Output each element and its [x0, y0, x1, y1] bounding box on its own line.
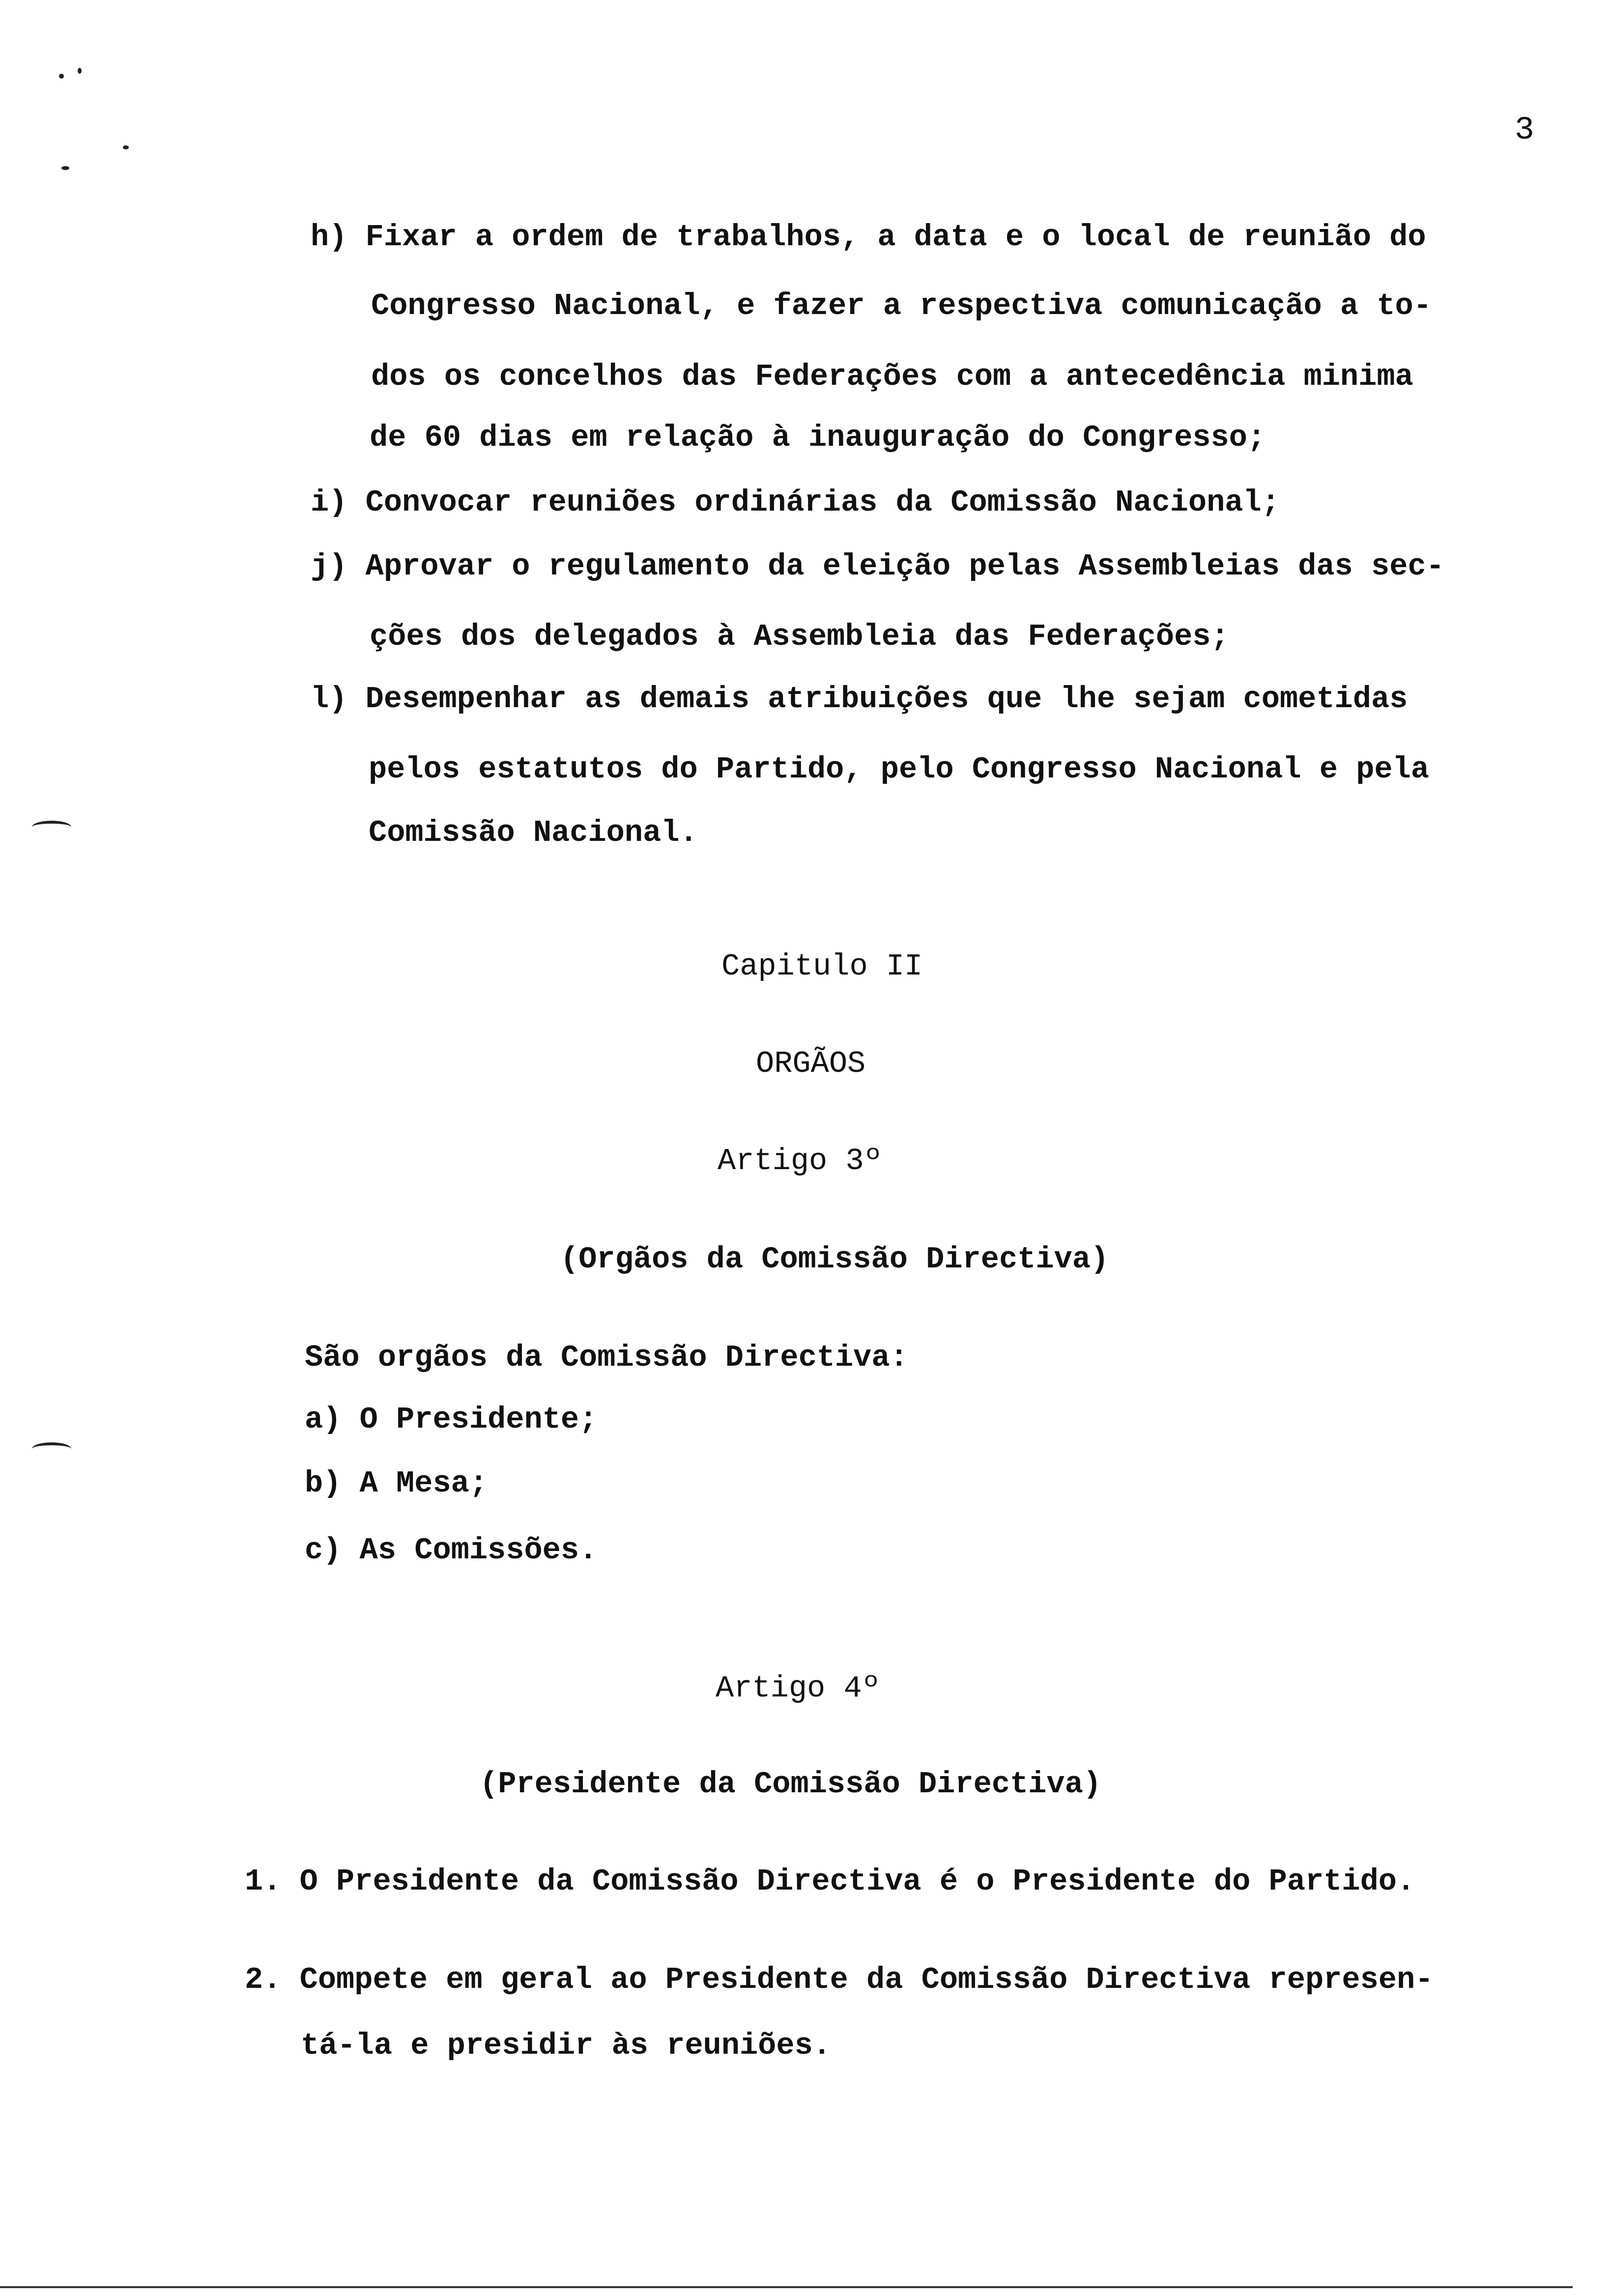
article-3-item-b: b) A Mesa;	[305, 1466, 488, 1501]
scan-speck	[78, 68, 82, 74]
scan-speck	[123, 145, 129, 149]
item-h-line-4: de 60 dias em relação à inauguração do Congresso;	[370, 420, 1266, 455]
article-4-subtitle: (Presidente da Comissão Directiva)	[480, 1767, 1102, 1802]
chapter-number: Capitulo II	[721, 949, 923, 984]
scan-speck	[61, 166, 69, 170]
article-3-item-a: a) O Presidente;	[305, 1402, 598, 1437]
item-l-line-1: l) Desempenhar as demais atribuições que lhe sejam cometidas	[311, 682, 1408, 717]
item-h-line-2: Congresso Nacional, e fazer a respectiva comunicação a to-	[371, 288, 1432, 323]
item-h-line-3: dos os concelhos das Federações com a antecedência minima	[371, 359, 1413, 394]
item-h-line-1: h) Fixar a ordem de trabalhos, a data e o local de reunião do	[311, 220, 1426, 255]
article-3-heading: Artigo 3º	[718, 1144, 882, 1178]
article-3-item-c: c) As Comissões.	[305, 1533, 598, 1568]
item-j-line-1: j) Aprovar o regulamento da eleição pelas Assembleias das sec-	[311, 549, 1444, 584]
article-4-paragraph-2-line-2: tá-la e presidir às reuniões.	[301, 2028, 831, 2063]
margin-mark	[32, 1442, 71, 1455]
margin-mark	[32, 821, 71, 833]
item-l-line-2: pelos estatutos do Partido, pelo Congresso Nacional e pela	[369, 752, 1429, 787]
bottom-edge-line	[0, 2286, 1573, 2288]
item-l-line-3: Comissão Nacional.	[369, 815, 698, 850]
article-4-heading: Artigo 4º	[716, 1671, 880, 1706]
page-number: 3	[1515, 112, 1534, 148]
item-j-line-2: ções dos delegados à Assembleia das Federações;	[370, 619, 1229, 654]
article-3-intro: São orgãos da Comissão Directiva:	[305, 1340, 908, 1375]
article-4-paragraph-2-line-1: 2. Compete em geral ao Presidente da Comissão Directiva represen-	[245, 1962, 1434, 1997]
article-4-paragraph-1: 1. O Presidente da Comissão Directiva é o Presidente do Partido.	[245, 1864, 1415, 1899]
scan-speck	[59, 74, 64, 79]
item-i-line-1: i) Convocar reuniões ordinárias da Comissão Nacional;	[311, 485, 1280, 520]
article-3-subtitle: (Orgãos da Comissão Directiva)	[560, 1242, 1109, 1277]
chapter-title: ORGÃOS	[756, 1046, 866, 1081]
